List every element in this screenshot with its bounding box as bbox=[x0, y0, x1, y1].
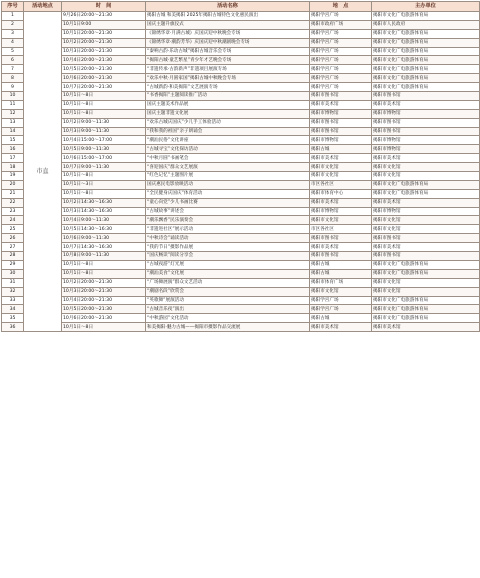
row-number: 35 bbox=[2, 314, 24, 323]
row-venue: 揭阳古城 bbox=[310, 260, 372, 269]
row-organizer: 揭阳市图书馆 bbox=[372, 92, 480, 101]
row-venue: 揭阳学宫广场 bbox=[310, 65, 372, 74]
row-organizer: 揭阳市文化馆 bbox=[372, 163, 480, 172]
table-row bbox=[2, 216, 480, 225]
row-number: 19 bbox=[2, 172, 24, 181]
row-organizer: 揭阳市人民政府 bbox=[372, 20, 480, 29]
header-org: 主办单位 bbox=[372, 2, 480, 12]
table-row bbox=[2, 198, 480, 207]
row-event-name: 国庆主题升旗仪式 bbox=[146, 20, 310, 29]
row-event-name: “中秋游园”文化活动 bbox=[146, 314, 310, 323]
table-row bbox=[2, 163, 480, 172]
table-row bbox=[2, 20, 480, 29]
row-venue: 揭阳学宫广场 bbox=[310, 56, 372, 65]
row-venue: 揭阳市图书馆 bbox=[310, 127, 372, 136]
row-venue: 揭阳市文化馆 bbox=[310, 216, 372, 225]
table-row bbox=[2, 154, 480, 163]
row-venue: 市区各社区 bbox=[310, 180, 372, 189]
row-time: 10月5日20:00～21:30 bbox=[62, 305, 146, 314]
row-venue: 揭阳市政府广场 bbox=[310, 20, 372, 29]
row-number: 27 bbox=[2, 243, 24, 252]
row-time: 10月6日20:00～21:30 bbox=[62, 314, 146, 323]
table-row bbox=[2, 287, 480, 296]
row-time: 10月6日15:00～17:00 bbox=[62, 154, 146, 163]
row-venue: 揭阳古城 bbox=[310, 314, 372, 323]
table-row bbox=[2, 74, 480, 83]
row-organizer: 揭阳市文化广电旅游体育局 bbox=[372, 74, 480, 83]
row-number: 36 bbox=[2, 323, 24, 332]
table-row bbox=[2, 323, 480, 332]
row-organizer: 揭阳市文化广电旅游体育局 bbox=[372, 12, 480, 21]
row-event-name: 揭阳古城 和美揭阳 2025年揭阳古城特色文化惠民演出 bbox=[146, 12, 310, 21]
row-event-name: “古城夜游”灯光展 bbox=[146, 260, 310, 269]
row-organizer: 揭阳市美术馆 bbox=[372, 323, 480, 332]
row-event-name: “书香揭阳”主题阅读推广活动 bbox=[146, 92, 310, 101]
table-row bbox=[2, 56, 480, 65]
row-number: 7 bbox=[2, 65, 24, 74]
row-organizer: 揭阳市文化馆 bbox=[372, 278, 480, 287]
row-time: 10月7日14:30～16:30 bbox=[62, 243, 146, 252]
row-venue: 揭阳古城 bbox=[310, 145, 372, 154]
row-organizer: 揭阳市美术馆 bbox=[372, 243, 480, 252]
table-row bbox=[2, 127, 480, 136]
event-schedule-sheet bbox=[1, 1, 479, 332]
row-time: 10月3日14:30～16:30 bbox=[62, 207, 146, 216]
row-time: 10月1日～8日 bbox=[62, 323, 146, 332]
row-number: 16 bbox=[2, 145, 24, 154]
row-venue: 揭阳市图书馆 bbox=[310, 252, 372, 261]
row-number: 1 bbox=[2, 12, 24, 21]
table-row bbox=[2, 278, 480, 287]
row-time: 9月26日20:00～21:30 bbox=[62, 12, 146, 21]
row-venue: 揭阳学宫广场 bbox=[310, 83, 372, 92]
table-header bbox=[2, 2, 480, 12]
row-event-name: “潮乐飘香”民乐演奏会 bbox=[146, 216, 310, 225]
table-row bbox=[2, 145, 480, 154]
row-venue: 揭阳市文化馆 bbox=[310, 172, 372, 181]
table-row bbox=[2, 109, 480, 118]
table-row bbox=[2, 47, 480, 56]
row-organizer: 揭阳市博物馆 bbox=[372, 145, 480, 154]
row-number: 2 bbox=[2, 20, 24, 29]
row-number: 32 bbox=[2, 287, 24, 296]
row-organizer: 揭阳市美术馆 bbox=[372, 198, 480, 207]
row-event-name: 国庆主题非遗文化展 bbox=[146, 109, 310, 118]
header-row bbox=[2, 2, 480, 12]
row-time: 10月5日14:30～16:30 bbox=[62, 225, 146, 234]
row-venue: 揭阳市图书馆 bbox=[310, 118, 372, 127]
table-row bbox=[2, 92, 480, 101]
row-organizer: 揭阳市美术馆 bbox=[372, 100, 480, 109]
table-row bbox=[2, 296, 480, 305]
row-number: 31 bbox=[2, 278, 24, 287]
row-time: 10月5日20:00～21:30 bbox=[62, 65, 146, 74]
table-row bbox=[2, 118, 480, 127]
row-organizer: 揭阳市文化广电旅游体育局 bbox=[372, 305, 480, 314]
row-time: 10月1日～8日 bbox=[62, 92, 146, 101]
row-organizer: 揭阳市博物馆 bbox=[372, 207, 480, 216]
row-time: 10月7日9:00～11:30 bbox=[62, 163, 146, 172]
row-organizer: 揭阳市图书馆 bbox=[372, 252, 480, 261]
row-venue: 揭阳市图书馆 bbox=[310, 92, 372, 101]
row-number: 4 bbox=[2, 38, 24, 47]
row-organizer: 揭阳市文化广电旅游体育局 bbox=[372, 314, 480, 323]
table-row bbox=[2, 38, 480, 47]
row-number: 28 bbox=[2, 252, 24, 261]
row-time: 10月1日～8日 bbox=[62, 109, 146, 118]
row-event-name: 国庆主题美术作品展 bbox=[146, 100, 310, 109]
row-event-name: “欢乐古城庆国庆”少儿手工体验活动 bbox=[146, 118, 310, 127]
row-number: 12 bbox=[2, 109, 24, 118]
row-venue: 揭阳市美术馆 bbox=[310, 198, 372, 207]
row-time: 10月4日20:00～21:30 bbox=[62, 296, 146, 305]
row-number: 33 bbox=[2, 296, 24, 305]
row-event-name: “揭阳古城·童艺繁星”青少年才艺晚会专场 bbox=[146, 56, 310, 65]
location-group-cell: 市直 bbox=[24, 12, 62, 332]
row-event-name: “中秋诗会”诵读活动 bbox=[146, 234, 310, 243]
row-event-name: “古城音乐夜”演出 bbox=[146, 305, 310, 314]
row-event-name: “童心向党”少儿书画比赛 bbox=[146, 198, 310, 207]
row-number: 24 bbox=[2, 216, 24, 225]
row-event-name: 国庆惠民电影放映活动 bbox=[146, 180, 310, 189]
table-row bbox=[2, 100, 480, 109]
row-time: 10月2日20:00～21:30 bbox=[62, 278, 146, 287]
row-organizer: 揭阳市文化广电旅游体育局 bbox=[372, 189, 480, 198]
row-event-name: 和美揭阳·魅力古城——揭阳市摄影作品交流展 bbox=[146, 323, 310, 332]
row-venue: 揭阳市博物馆 bbox=[310, 109, 372, 118]
row-event-name: “喜迎国庆”群众文艺展演 bbox=[146, 163, 310, 172]
row-time: 10月1日9:00 bbox=[62, 20, 146, 29]
row-number: 21 bbox=[2, 189, 24, 198]
row-organizer: 揭阳市文化广电旅游体育局 bbox=[372, 180, 480, 189]
row-number: 23 bbox=[2, 207, 24, 216]
row-time: 10月5日9:00～11:30 bbox=[62, 145, 146, 154]
table-body bbox=[2, 12, 480, 332]
header-no: 序号 bbox=[2, 2, 24, 12]
row-organizer: 揭阳市文化馆 bbox=[372, 172, 480, 181]
row-number: 17 bbox=[2, 154, 24, 163]
row-time: 10月1日～8日 bbox=[62, 172, 146, 181]
row-event-name: “潮汕民俗”文化讲座 bbox=[146, 136, 310, 145]
table-row bbox=[2, 314, 480, 323]
table-row bbox=[2, 252, 480, 261]
table-row bbox=[2, 180, 480, 189]
row-venue: 揭阳市美术馆 bbox=[310, 323, 372, 332]
row-venue: 揭阳学宫广场 bbox=[310, 29, 372, 38]
row-time: 10月4日15:00～17:00 bbox=[62, 136, 146, 145]
row-organizer: 揭阳市文化广电旅游体育局 bbox=[372, 65, 480, 74]
event-schedule-table bbox=[1, 1, 480, 332]
row-venue: 揭阳市博物馆 bbox=[310, 136, 372, 145]
row-time: 10月1日～8日 bbox=[62, 100, 146, 109]
row-event-name: “欢乐中秋·月圆家国”揭阳古城中秋晚会专场 bbox=[146, 74, 310, 83]
row-event-name: “非遗传承·古韵新声”非遗项目展演专场 bbox=[146, 65, 310, 74]
table-row bbox=[2, 269, 480, 278]
table-row bbox=[2, 305, 480, 314]
row-event-name: “国庆畅读”阅读分享会 bbox=[146, 252, 310, 261]
row-organizer: 揭阳市文化馆 bbox=[372, 225, 480, 234]
row-number: 8 bbox=[2, 74, 24, 83]
row-time: 10月1日20:00～21:30 bbox=[62, 29, 146, 38]
row-number: 25 bbox=[2, 225, 24, 234]
row-venue: 揭阳市图书馆 bbox=[310, 234, 372, 243]
row-event-name: “非遗进社区”展示活动 bbox=[146, 225, 310, 234]
row-time: 10月2日9:00～11:30 bbox=[62, 118, 146, 127]
row-number: 6 bbox=[2, 56, 24, 65]
row-venue: 揭阳学宫广场 bbox=[310, 38, 372, 47]
row-organizer: 揭阳市文化广电旅游体育局 bbox=[372, 296, 480, 305]
row-number: 18 bbox=[2, 163, 24, 172]
row-event-name: 《锦绣华章·月满古城》庆国庆迎中秋晚会专场 bbox=[146, 29, 310, 38]
table-row bbox=[2, 207, 480, 216]
row-time: 10月7日20:00～21:30 bbox=[62, 83, 146, 92]
row-time: 10月6日9:00～11:30 bbox=[62, 234, 146, 243]
table-row bbox=[2, 83, 480, 92]
table-row bbox=[2, 234, 480, 243]
row-organizer: 揭阳市文化广电旅游体育局 bbox=[372, 47, 480, 56]
row-event-name: “秦响古韵·乐动古城”揭阳古城音乐会专场 bbox=[146, 47, 310, 56]
row-number: 34 bbox=[2, 305, 24, 314]
row-time: 10月1日～8日 bbox=[62, 189, 146, 198]
row-time: 10月6日20:00～21:30 bbox=[62, 74, 146, 83]
row-time: 10月3日20:00～21:30 bbox=[62, 47, 146, 56]
row-venue: 揭阳古城 bbox=[310, 269, 372, 278]
table-row bbox=[2, 12, 480, 21]
row-venue: 揭阳市体育广场 bbox=[310, 278, 372, 287]
header-time: 时 间 bbox=[62, 2, 146, 12]
row-number: 30 bbox=[2, 269, 24, 278]
row-venue: 揭阳市文化馆 bbox=[310, 163, 372, 172]
row-organizer: 揭阳市图书馆 bbox=[372, 127, 480, 136]
row-organizer: 揭阳市文化广电旅游体育局 bbox=[372, 269, 480, 278]
row-venue: 揭阳市美术馆 bbox=[310, 100, 372, 109]
row-time: 10月3日9:00～11:30 bbox=[62, 127, 146, 136]
row-venue: 揭阳学宫广场 bbox=[310, 74, 372, 83]
row-number: 10 bbox=[2, 92, 24, 101]
row-time: 10月1日～8日 bbox=[62, 269, 146, 278]
row-event-name: 《锦绣华章·潮韵芳华》庆国庆迎中秋潮剧晚会专场 bbox=[146, 38, 310, 47]
row-venue: 揭阳市博物馆 bbox=[310, 207, 372, 216]
row-event-name: “中秋月圆”书画笔会 bbox=[146, 154, 310, 163]
row-venue: 揭阳学宫广场 bbox=[310, 12, 372, 21]
row-event-name: “潮剧名段”欣赏会 bbox=[146, 287, 310, 296]
row-venue: 揭阳市美术馆 bbox=[310, 154, 372, 163]
row-venue: 揭阳市文化馆 bbox=[310, 287, 372, 296]
row-time: 10月8日9:00～11:30 bbox=[62, 252, 146, 261]
row-organizer: 揭阳市文化馆 bbox=[372, 216, 480, 225]
row-number: 3 bbox=[2, 29, 24, 38]
row-time: 10月4日20:00～21:30 bbox=[62, 56, 146, 65]
row-number: 29 bbox=[2, 260, 24, 269]
header-venue: 地 点 bbox=[310, 2, 372, 12]
row-event-name: “我和我的祖国”亲子朗诵会 bbox=[146, 127, 310, 136]
table-row bbox=[2, 260, 480, 269]
row-venue: 揭阳学宫广场 bbox=[310, 305, 372, 314]
header-name: 活动名称 bbox=[146, 2, 310, 12]
row-organizer: 揭阳市文化广电旅游体育局 bbox=[372, 29, 480, 38]
row-organizer: 揭阳市文化广电旅游体育局 bbox=[372, 38, 480, 47]
table-row bbox=[2, 29, 480, 38]
row-venue: 揭阳学宫广场 bbox=[310, 296, 372, 305]
row-venue: 揭阳市美术馆 bbox=[310, 243, 372, 252]
row-event-name: “英歌舞”展演活动 bbox=[146, 296, 310, 305]
table-row bbox=[2, 65, 480, 74]
row-time: 10月2日14:30～16:30 bbox=[62, 198, 146, 207]
row-time: 10月3日20:00～21:30 bbox=[62, 287, 146, 296]
table-row bbox=[2, 172, 480, 181]
row-event-name: “广场舞展演”群众文艺活动 bbox=[146, 278, 310, 287]
table-row bbox=[2, 243, 480, 252]
row-organizer: 揭阳市图书馆 bbox=[372, 118, 480, 127]
row-time: 10月4日9:00～11:30 bbox=[62, 216, 146, 225]
row-event-name: “红色记忆”主题图片展 bbox=[146, 172, 310, 181]
row-venue: 揭阳学宫广场 bbox=[310, 47, 372, 56]
row-venue: 市区各社区 bbox=[310, 225, 372, 234]
table-row bbox=[2, 189, 480, 198]
row-time: 10月2日20:00～21:30 bbox=[62, 38, 146, 47]
row-organizer: 揭阳市图书馆 bbox=[372, 234, 480, 243]
row-number: 13 bbox=[2, 118, 24, 127]
row-event-name: “我的节日”摄影作品展 bbox=[146, 243, 310, 252]
row-time: 10月1日～8日 bbox=[62, 260, 146, 269]
row-number: 14 bbox=[2, 127, 24, 136]
row-event-name: “古城故事”讲述会 bbox=[146, 207, 310, 216]
row-event-name: “古城新韵·和美揭阳”文艺展演专场 bbox=[146, 83, 310, 92]
row-organizer: 揭阳市博物馆 bbox=[372, 136, 480, 145]
row-number: 15 bbox=[2, 136, 24, 145]
row-number: 26 bbox=[2, 234, 24, 243]
row-event-name: “潮汕美食”文化展 bbox=[146, 269, 310, 278]
row-organizer: 揭阳市文化馆 bbox=[372, 287, 480, 296]
row-number: 22 bbox=[2, 198, 24, 207]
row-number: 9 bbox=[2, 83, 24, 92]
row-number: 20 bbox=[2, 180, 24, 189]
row-organizer: 揭阳市文化广电旅游体育局 bbox=[372, 83, 480, 92]
table-row bbox=[2, 225, 480, 234]
row-number: 5 bbox=[2, 47, 24, 56]
row-event-name: “古城寻宝”文化探访活动 bbox=[146, 145, 310, 154]
row-organizer: 揭阳市美术馆 bbox=[372, 154, 480, 163]
table-row bbox=[2, 136, 480, 145]
row-venue: 揭阳市体育中心 bbox=[310, 189, 372, 198]
row-number: 11 bbox=[2, 100, 24, 109]
row-time: 10月1日～3日 bbox=[62, 180, 146, 189]
row-event-name: “全民健身庆国庆”体育活动 bbox=[146, 189, 310, 198]
header-place: 活动地点 bbox=[24, 2, 62, 12]
row-organizer: 揭阳市博物馆 bbox=[372, 109, 480, 118]
row-organizer: 揭阳市文化广电旅游体育局 bbox=[372, 260, 480, 269]
row-organizer: 揭阳市文化广电旅游体育局 bbox=[372, 56, 480, 65]
